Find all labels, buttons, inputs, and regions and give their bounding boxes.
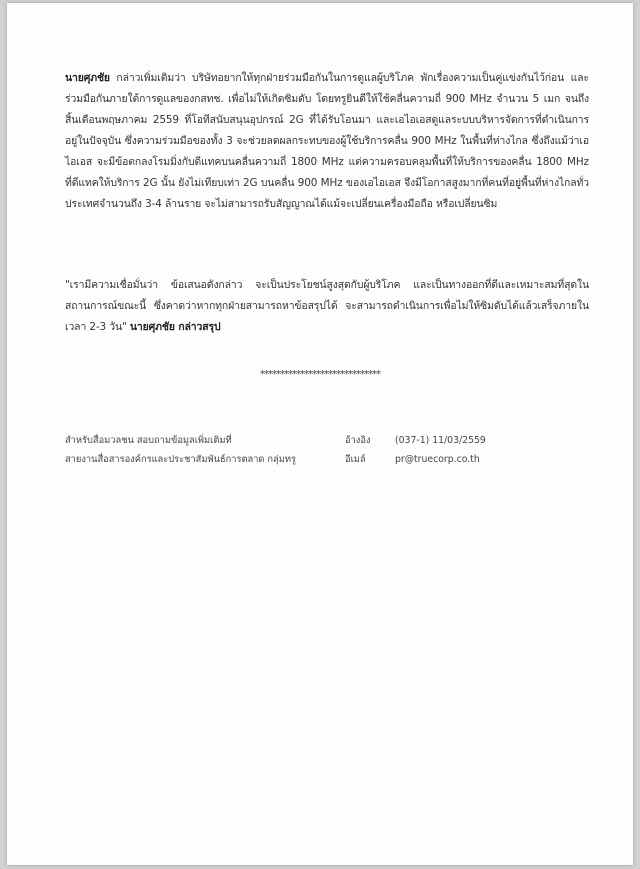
email-value: pr@truecorp.co.th: [395, 454, 480, 465]
paragraph-1: [65, 68, 589, 215]
contact-block: [65, 431, 296, 469]
reference-row: [345, 431, 486, 450]
contact-details: [345, 431, 486, 469]
email-label: อีเมล์: [345, 454, 366, 465]
email-row: [345, 450, 486, 469]
separator-line: ******************************: [260, 369, 380, 380]
closing-attribution: นายศุภชัย กล่าวสรุป: [129, 321, 221, 333]
contact-line-2: สายงานสื่อสารองค์กรและประชาสัมพันธ์การตลาด กลุ่มทรู: [65, 454, 296, 465]
reference-value: (037-1) 11/03/2559: [395, 435, 486, 446]
paragraph-1-text: กล่าวเพิ่มเติมว่า บริษัทอยากให้ทุกฝ่ายร่วมมือกันในการดูแลผู้บริโภค พักเรื่องความเป็นคู่แข่งกันไว้ก่อน และร่วมมือกันภายใต้การดูแลของกสทช. เพื่อไม่ให้เกิดซิมดับ โดยทรูยินดีให้ใช้คลื่นความถี่ 900 MHz จำนวน 5 เมก จนถึงสิ้นเดือนพฤษภาคม 2559 ที่โอทีสนับสนุนอุปกรณ์ 2G ที่ได้รับโอนมา และเอไอเอสดูแลระบบบริหารจัดการที่ดำเนินการอยู่ในปัจจุบัน ซึ่งความร่วมมือของทั้ง 3 จะช่วยลดผลกระทบของผู้ใช้บริการคลื่น 900 MHz ในพื้นที่ห่างไกล ซึ่งถึงแม้ว่าเอไอเอส จะมีข้อตกลงโรมมิ่งกับดีแทคบนคลื่นความถี่ 1800 MHz แต่ความครอบคลุมพื้นที่ให้บริการของคลื่น 1800 MHz ที่ดีแทคให้บริการ 2G นั้น ยังไม่เทียบเท่า 2G บนคลื่น 900 MHz ของเอไอเอส จึงมีโอกาสสูงมากที่คนที่อยู่พื้นที่ห่างไกลทั่วประเทศจำนวนถึง 3-4 ล้านราย จะไม่สามารถรับสัญญาณได้แม้จะเปลี่ยนเครื่องมือถือ หรือเปลี่ยนซิม: [65, 72, 589, 210]
speaker-name: นายศุภชัย: [65, 72, 110, 84]
document-page: [7, 3, 633, 865]
reference-label: อ้างอิง: [345, 435, 371, 446]
paragraph-2: [65, 275, 589, 338]
contact-line-1: สำหรับสื่อมวลชน สอบถามข้อมูลเพิ่มเติมที่: [65, 435, 232, 446]
quote-text: "เรามีความเชื่อมั่นว่า ข้อเสนอดังกล่าว จะเป็นประโยชน์สูงสุดกับผู้บริโภค และเป็นทางออกที่ดีและเหมาะสมที่สุดในสถานการณ์ขณะนี้ ซึ่งคาดว่าหากทุกฝ่ายสามารถหาข้อสรุปได้ จะสามารถดำเนินการเพื่อไม่ให้ซิมดับได้แล้วเสร็จภายในเวลา 2-3 วัน": [65, 279, 589, 333]
